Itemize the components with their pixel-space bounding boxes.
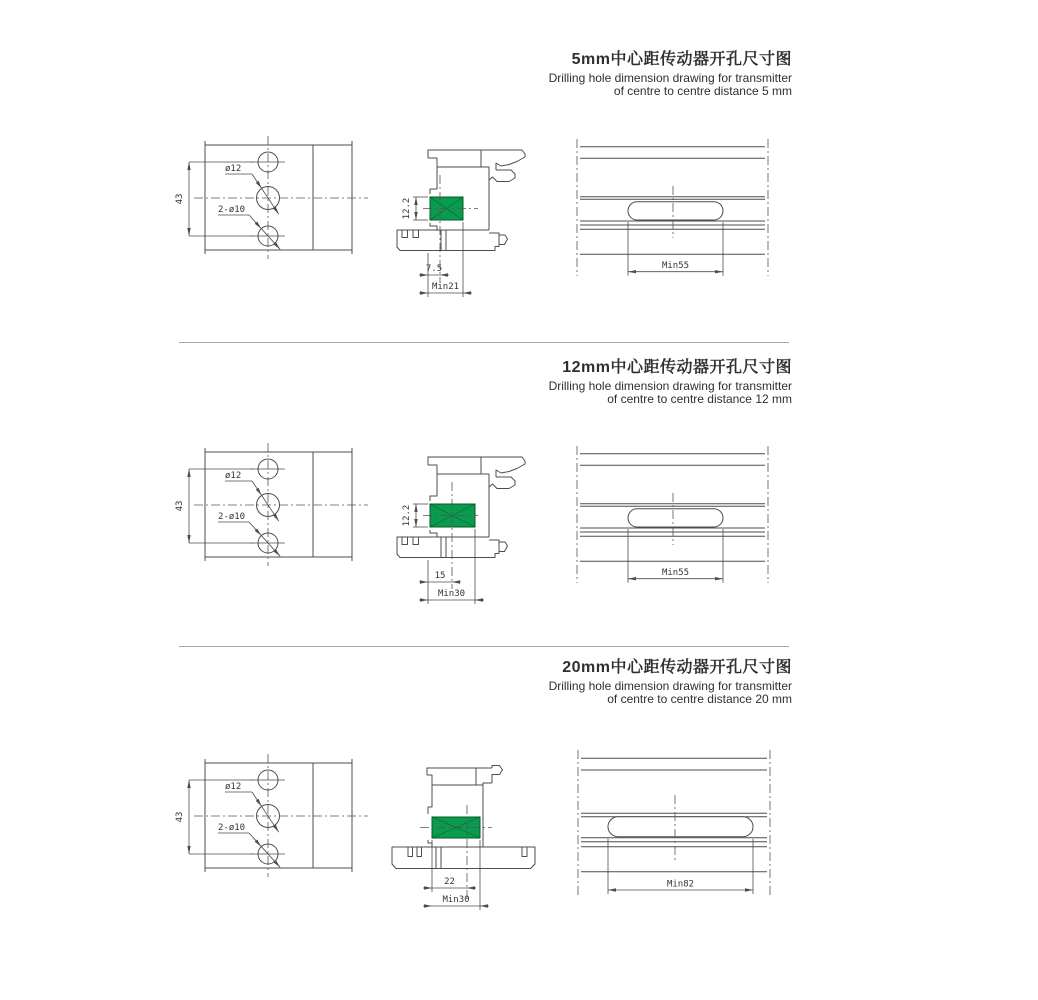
dim-arrow <box>475 598 483 601</box>
section-view-drawing <box>385 135 555 307</box>
dim-arrow <box>273 825 280 834</box>
profile-line <box>417 847 422 857</box>
dim-arrow <box>715 577 723 580</box>
slot-view-drawing <box>555 742 805 912</box>
profile-line <box>430 530 437 537</box>
dim-arrow <box>424 886 432 889</box>
dim-min-length: Min55 <box>661 568 690 579</box>
dim-arrow <box>467 886 475 889</box>
profile-line <box>522 847 527 857</box>
section-title-english-1: Drilling hole dimension drawing for transmitter <box>548 379 792 393</box>
dim-min-width: Min21 <box>431 282 460 292</box>
profile-line <box>492 766 503 784</box>
dim-arrow <box>414 519 417 527</box>
dim-min-width: Min30 <box>442 895 470 905</box>
slot-hole <box>628 509 723 527</box>
dim-depth: 12.2 <box>402 504 412 527</box>
dim-arrow <box>187 535 190 543</box>
dim-arrow <box>420 598 428 601</box>
section-title-chinese: 12mm中心距传动器开孔尺寸图 <box>562 359 792 376</box>
profile-line <box>428 785 432 814</box>
slot-view-drawing <box>560 437 800 597</box>
front-view-drawing <box>172 431 377 576</box>
dim-arrow <box>414 212 417 220</box>
dim-min-width: Min30 <box>437 589 466 599</box>
section-title-english-2: of centre to centre distance 20 mm <box>607 692 792 706</box>
dim-arrow <box>424 904 432 907</box>
dim-arrow <box>187 780 190 788</box>
label-hole-middle: ø12 <box>225 782 242 792</box>
dim-arrow <box>480 904 488 907</box>
dim-hole-spacing: 43 <box>175 500 185 512</box>
dim-hole-spacing: 43 <box>175 811 185 823</box>
dim-hole-spacing: 43 <box>175 193 185 205</box>
label-holes-outer: 2-ø10 <box>218 512 246 522</box>
front-view-drawing <box>172 124 377 269</box>
dim-arrow <box>187 228 190 236</box>
profile-line <box>489 170 515 182</box>
profile-line <box>427 775 492 785</box>
dim-offset: 22 <box>444 877 455 887</box>
profile-line <box>499 542 508 552</box>
section-divider <box>179 342 789 343</box>
section-title-chinese: 5mm中心距传动器开孔尺寸图 <box>571 51 792 68</box>
dim-arrow <box>273 207 280 216</box>
dim-arrow <box>187 162 190 170</box>
profile-line <box>397 537 499 558</box>
dim-arrow <box>452 580 460 583</box>
dim-arrow <box>628 270 636 273</box>
dim-arrow <box>420 291 428 294</box>
dim-arrow <box>273 514 280 523</box>
front-view-drawing <box>172 742 377 887</box>
dim-arrow <box>187 846 190 854</box>
dim-arrow <box>420 580 428 583</box>
section-title-english-2: of centre to centre distance 5 mm <box>613 84 792 98</box>
profile-line <box>430 474 437 501</box>
dim-offset: 15 <box>434 571 446 581</box>
section-title-english-1: Drilling hole dimension drawing for transmitter <box>548 71 792 85</box>
label-hole-middle: ø12 <box>225 164 242 174</box>
section-view-drawing <box>380 750 560 925</box>
dim-arrow <box>187 469 190 477</box>
label-holes-outer: 2-ø10 <box>218 205 246 215</box>
section-view-drawing <box>385 442 555 614</box>
profile-line <box>408 847 413 857</box>
title-block <box>549 658 792 706</box>
profile-line <box>402 537 408 545</box>
profile-line <box>427 768 492 775</box>
profile-line <box>430 223 437 230</box>
dim-min-length: Min82 <box>666 879 695 890</box>
slot-hole <box>628 202 723 220</box>
dim-offset: 7.5 <box>425 264 443 274</box>
section-title-chinese: 20mm中心距传动器开孔尺寸图 <box>562 659 792 676</box>
slot-view-drawing <box>560 130 800 290</box>
section-title-english-2: of centre to centre distance 12 mm <box>607 392 792 406</box>
label-hole-middle: ø12 <box>225 471 242 481</box>
profile-line <box>489 477 515 489</box>
dim-arrow <box>745 888 753 891</box>
profile-line <box>430 167 437 194</box>
label-holes-outer: 2-ø10 <box>218 823 246 833</box>
dim-arrow <box>463 291 471 294</box>
dim-arrow <box>414 504 417 512</box>
profile-line <box>397 230 499 251</box>
dim-arrow <box>608 888 616 891</box>
dim-min-length: Min55 <box>661 261 690 272</box>
dim-arrow <box>414 197 417 205</box>
title-block <box>549 358 792 406</box>
title-block <box>549 50 792 98</box>
dim-arrow <box>628 577 636 580</box>
profile-line <box>499 235 508 245</box>
profile-line <box>428 840 432 847</box>
slot-hole <box>608 817 753 837</box>
profile-line <box>402 230 408 238</box>
section-divider <box>179 646 789 647</box>
dim-arrow <box>715 270 723 273</box>
profile-line <box>392 847 535 869</box>
profile-line <box>413 537 419 545</box>
section-title-english-1: Drilling hole dimension drawing for transmitter <box>548 679 792 693</box>
dim-depth: 12.2 <box>402 197 412 220</box>
profile-line <box>413 230 419 238</box>
